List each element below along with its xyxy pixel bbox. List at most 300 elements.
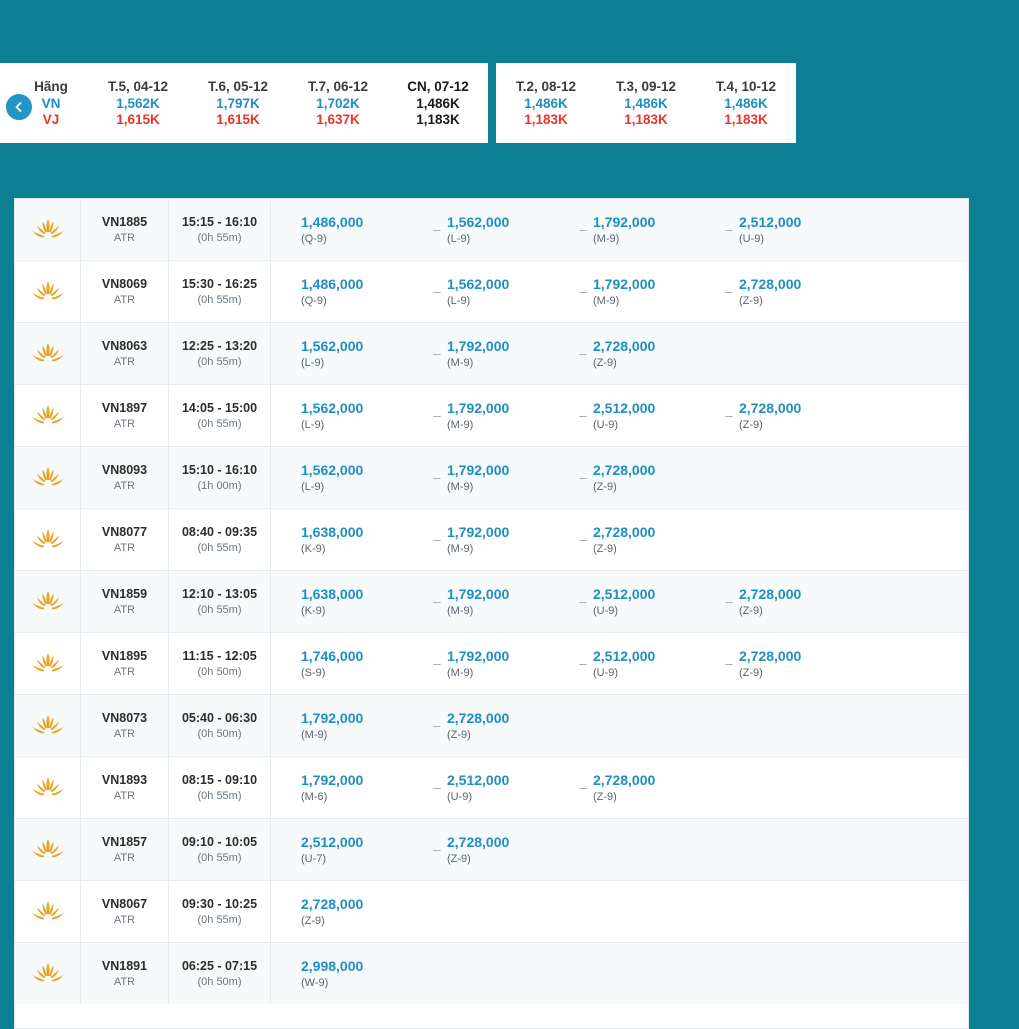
fare-list — [271, 695, 968, 756]
flight-code: VN1897 — [101, 401, 148, 415]
fare-price: 1,792,000 — [447, 586, 510, 602]
fare-list — [271, 509, 968, 570]
flight-duration: (0h 55m) — [197, 790, 242, 802]
fare-price: 1,486,000 — [301, 214, 364, 230]
fare-class: (U-9) — [593, 605, 619, 617]
flight-code: VN1895 — [101, 649, 148, 663]
fare-separator: – — [579, 222, 587, 237]
lotus-icon — [31, 961, 65, 987]
airline-code-vn: VN — [41, 96, 61, 111]
fare-class: (Z-9) — [739, 667, 763, 679]
date-group-right — [496, 63, 796, 143]
fare-option[interactable] — [301, 447, 427, 508]
fare-price: 2,728,000 — [739, 648, 802, 664]
fare-empty — [739, 881, 865, 942]
fare-separator-empty — [427, 943, 447, 1004]
fare-class: (U-9) — [593, 667, 619, 679]
date-option-2[interactable] — [288, 63, 388, 143]
fare-option[interactable] — [447, 633, 573, 694]
fare-class: (Z-9) — [301, 915, 325, 927]
fare-separator: – — [433, 284, 441, 299]
fare-separator-empty — [719, 509, 739, 570]
fare-empty — [593, 881, 719, 942]
fare-class: (U-7) — [301, 853, 327, 865]
flight-duration: (0h 50m) — [197, 976, 242, 988]
flight-number-cell — [81, 633, 169, 694]
vn-price: 1,486K — [416, 96, 460, 111]
flight-code: VN8067 — [101, 897, 148, 911]
fare-separator-empty — [719, 447, 739, 508]
fare-option[interactable] — [301, 757, 427, 818]
fare-price: 1,562,000 — [301, 400, 364, 416]
aircraft-type: ATR — [113, 542, 136, 554]
date-label: T.2, 08-12 — [515, 79, 577, 94]
airline-logo-cell — [15, 819, 81, 880]
flight-code: VN1893 — [101, 773, 148, 787]
flight-duration: (0h 55m) — [197, 418, 242, 430]
flight-results-table — [14, 198, 969, 1029]
fare-class: (M-9) — [447, 419, 474, 431]
fare-separator — [281, 881, 301, 942]
fare-option[interactable] — [593, 509, 719, 570]
flight-number-cell — [81, 695, 169, 756]
fare-separator: – — [579, 656, 587, 671]
chevron-left-icon — [13, 101, 25, 113]
fare-option[interactable] — [301, 633, 427, 694]
fare-class: (M-9) — [447, 357, 474, 369]
fare-class: (M-9) — [593, 295, 620, 307]
lotus-icon — [31, 217, 65, 243]
fare-separator-empty — [427, 881, 447, 942]
fare-separator: – — [725, 222, 733, 237]
fare-price: 2,728,000 — [593, 462, 656, 478]
fare-price: 2,728,000 — [593, 772, 656, 788]
lotus-icon — [31, 651, 65, 677]
fare-price: 2,512,000 — [593, 648, 656, 664]
fare-class: (M-9) — [447, 605, 474, 617]
fare-option[interactable] — [447, 323, 573, 384]
vn-price: 1,797K — [216, 96, 260, 111]
fare-price: 1,792,000 — [447, 462, 510, 478]
fare-price: 1,792,000 — [447, 648, 510, 664]
fare-separator-empty — [719, 757, 739, 818]
fare-class: (U-9) — [447, 791, 473, 803]
fare-option[interactable] — [593, 199, 719, 260]
table-row[interactable] — [15, 695, 968, 757]
aircraft-type: ATR — [113, 976, 136, 988]
date-option-0[interactable] — [88, 63, 188, 143]
table-row[interactable] — [15, 323, 968, 385]
lotus-icon — [31, 589, 65, 615]
fare-class: (M-9) — [301, 729, 328, 741]
fare-separator — [281, 199, 301, 260]
fare-price: 2,728,000 — [593, 524, 656, 540]
fare-empty — [447, 943, 573, 1004]
table-row[interactable] — [15, 819, 968, 881]
fare-option[interactable] — [447, 757, 573, 818]
fare-class: (M-9) — [447, 667, 474, 679]
flight-time-range: 15:10 - 16:10 — [181, 463, 258, 477]
flight-duration: (0h 55m) — [197, 232, 242, 244]
fare-option[interactable] — [593, 571, 719, 632]
table-row[interactable] — [15, 757, 968, 819]
fare-separator — [281, 571, 301, 632]
flight-number-cell — [81, 261, 169, 322]
fare-class: (Z-9) — [593, 543, 617, 555]
table-row[interactable] — [15, 509, 968, 571]
fare-price: 2,512,000 — [593, 586, 656, 602]
fare-empty — [739, 447, 865, 508]
date-label: T.5, 04-12 — [107, 79, 169, 94]
flight-time-cell — [169, 323, 271, 384]
fare-price: 1,792,000 — [301, 772, 364, 788]
fare-separator — [281, 385, 301, 446]
fare-separator-empty — [573, 695, 593, 756]
fare-separator: – — [433, 532, 441, 547]
vj-price: 1,637K — [316, 112, 360, 127]
fare-separator-empty — [573, 943, 593, 1004]
aircraft-type: ATR — [113, 852, 136, 864]
fare-price: 1,792,000 — [593, 214, 656, 230]
airline-logo-cell — [15, 633, 81, 694]
fare-option[interactable] — [447, 571, 573, 632]
flight-code: VN8069 — [101, 277, 148, 291]
fare-price: 2,512,000 — [739, 214, 802, 230]
fare-option[interactable] — [593, 261, 719, 322]
fare-price: 1,638,000 — [301, 524, 364, 540]
fare-separator: – — [725, 408, 733, 423]
fare-separator: – — [579, 594, 587, 609]
aircraft-type: ATR — [113, 604, 136, 616]
flight-time-cell — [169, 571, 271, 632]
airline-code-vj: VJ — [42, 112, 60, 127]
fare-class: (S-9) — [301, 667, 326, 679]
flight-number-cell — [81, 943, 169, 1004]
table-row[interactable] — [15, 385, 968, 447]
fare-option[interactable] — [301, 261, 427, 322]
fare-option[interactable] — [301, 695, 427, 756]
aircraft-type: ATR — [113, 728, 136, 740]
flight-time-cell — [169, 757, 271, 818]
flight-code: VN1859 — [101, 587, 148, 601]
lotus-icon — [31, 279, 65, 305]
fare-empty — [739, 323, 865, 384]
fare-price: 2,512,000 — [301, 834, 364, 850]
fare-class: (Z-9) — [739, 605, 763, 617]
fare-price: 2,512,000 — [447, 772, 510, 788]
fare-separator: – — [579, 408, 587, 423]
airline-header-label: Hãng — [34, 79, 68, 94]
aircraft-type: ATR — [113, 666, 136, 678]
fare-price: 1,562,000 — [447, 276, 510, 292]
fare-option[interactable] — [593, 633, 719, 694]
table-row[interactable] — [15, 881, 968, 943]
fare-price: 2,728,000 — [739, 586, 802, 602]
fare-class: (Z-9) — [447, 729, 471, 741]
aircraft-type: ATR — [113, 294, 136, 306]
fare-option[interactable] — [739, 261, 865, 322]
fare-class: (Z-9) — [739, 419, 763, 431]
fare-option[interactable] — [593, 447, 719, 508]
aircraft-type: ATR — [113, 356, 136, 368]
fare-separator: – — [579, 470, 587, 485]
vn-price: 1,562K — [116, 96, 160, 111]
fare-empty — [739, 509, 865, 570]
fare-separator-empty — [719, 881, 739, 942]
fare-separator — [281, 509, 301, 570]
fare-option[interactable] — [739, 385, 865, 446]
fare-list — [271, 819, 968, 880]
airline-logo-cell — [15, 695, 81, 756]
fare-class: (Z-9) — [447, 853, 471, 865]
flight-duration: (0h 55m) — [197, 604, 242, 616]
table-row[interactable] — [15, 447, 968, 509]
fare-list — [271, 757, 968, 818]
fare-separator — [281, 447, 301, 508]
fare-list — [271, 571, 968, 632]
date-label: T.7, 06-12 — [307, 79, 369, 94]
fare-option[interactable] — [447, 199, 573, 260]
vj-price: 1,183K — [624, 112, 668, 127]
vj-price: 1,183K — [524, 112, 568, 127]
flight-time-cell — [169, 881, 271, 942]
date-label: T.4, 10-12 — [715, 79, 777, 94]
lotus-icon — [31, 527, 65, 553]
fare-price: 2,998,000 — [301, 958, 364, 974]
flight-number-cell — [81, 385, 169, 446]
flight-code: VN1885 — [101, 215, 148, 229]
fare-separator-empty — [719, 323, 739, 384]
airline-logo-cell — [15, 943, 81, 1004]
fare-option[interactable] — [301, 819, 427, 880]
lotus-icon — [31, 341, 65, 367]
fare-price: 1,792,000 — [593, 276, 656, 292]
fare-option[interactable] — [301, 199, 427, 260]
vj-price: 1,183K — [416, 112, 460, 127]
fare-separator: – — [579, 532, 587, 547]
table-row[interactable] — [15, 199, 968, 261]
fare-separator: – — [579, 346, 587, 361]
fare-option[interactable] — [739, 571, 865, 632]
table-row[interactable] — [15, 943, 968, 1004]
fare-list — [271, 385, 968, 446]
fare-option[interactable] — [739, 633, 865, 694]
fare-option[interactable] — [447, 695, 573, 756]
fare-list — [271, 943, 968, 1004]
aircraft-type: ATR — [113, 232, 136, 244]
fare-option[interactable] — [301, 943, 427, 1004]
flight-time-range: 14:05 - 15:00 — [181, 401, 258, 415]
fare-option[interactable] — [301, 323, 427, 384]
fare-empty — [739, 695, 865, 756]
date-group-left — [0, 63, 488, 143]
fare-class: (Q-9) — [301, 233, 327, 245]
table-row[interactable] — [15, 261, 968, 323]
fare-option[interactable] — [593, 323, 719, 384]
flight-code: VN1891 — [101, 959, 148, 973]
flight-duration: (1h 00m) — [197, 480, 242, 492]
fare-option[interactable] — [593, 757, 719, 818]
fare-option[interactable] — [447, 261, 573, 322]
flight-duration: (0h 55m) — [197, 356, 242, 368]
fare-separator — [281, 695, 301, 756]
fare-separator: – — [433, 408, 441, 423]
flight-duration: (0h 55m) — [197, 914, 242, 926]
flight-time-cell — [169, 943, 271, 1004]
fare-class: (M-6) — [301, 791, 328, 803]
flight-time-cell — [169, 819, 271, 880]
fare-option[interactable] — [301, 881, 427, 942]
airline-logo-cell — [15, 261, 81, 322]
date-option-6[interactable] — [696, 63, 796, 143]
vj-price: 1,615K — [216, 112, 260, 127]
vj-price: 1,615K — [116, 112, 160, 127]
fare-class: (K-9) — [301, 605, 326, 617]
flight-time-range: 11:15 - 12:05 — [182, 649, 257, 663]
flight-time-range: 05:40 - 06:30 — [181, 711, 258, 725]
fare-separator-empty — [719, 819, 739, 880]
aircraft-type: ATR — [113, 914, 136, 926]
flight-duration: (0h 55m) — [197, 294, 242, 306]
fare-class: (U-9) — [739, 233, 765, 245]
fare-price: 2,728,000 — [593, 338, 656, 354]
fare-class: (L-9) — [447, 233, 471, 245]
flight-time-cell — [169, 447, 271, 508]
lotus-icon — [31, 775, 65, 801]
flight-time-cell — [169, 261, 271, 322]
fare-separator: – — [579, 284, 587, 299]
flight-duration: (0h 50m) — [197, 666, 242, 678]
lotus-icon — [31, 465, 65, 491]
fare-separator — [281, 943, 301, 1004]
fare-class: (U-9) — [593, 419, 619, 431]
flight-time-range: 15:30 - 16:25 — [181, 277, 258, 291]
flight-time-range: 12:25 - 13:20 — [181, 339, 258, 353]
fare-option[interactable] — [447, 385, 573, 446]
fare-option[interactable] — [301, 509, 427, 570]
fare-separator: – — [433, 780, 441, 795]
fare-option[interactable] — [447, 509, 573, 570]
flight-duration: (0h 55m) — [197, 542, 242, 554]
date-label: T.6, 05-12 — [207, 79, 269, 94]
fare-price: 1,792,000 — [447, 524, 510, 540]
fare-separator: – — [433, 470, 441, 485]
fare-price: 2,728,000 — [739, 276, 802, 292]
fare-class: (Z-9) — [593, 357, 617, 369]
flight-number-cell — [81, 447, 169, 508]
fare-empty — [593, 943, 719, 1004]
flight-code: VN8077 — [101, 525, 148, 539]
fare-option[interactable] — [739, 199, 865, 260]
fare-class: (L-9) — [301, 357, 325, 369]
fare-option[interactable] — [593, 385, 719, 446]
airline-logo-cell — [15, 199, 81, 260]
flight-time-range: 12:10 - 13:05 — [181, 587, 258, 601]
fare-price: 2,728,000 — [447, 710, 510, 726]
aircraft-type: ATR — [113, 790, 136, 802]
flight-code: VN8073 — [101, 711, 148, 725]
flight-code: VN1857 — [101, 835, 148, 849]
fare-empty — [739, 819, 865, 880]
fare-class: (L-9) — [301, 481, 325, 493]
fare-class: (W-9) — [301, 977, 329, 989]
airline-logo-cell — [15, 881, 81, 942]
fare-price: 1,638,000 — [301, 586, 364, 602]
airline-logo-cell — [15, 757, 81, 818]
table-row[interactable] — [15, 571, 968, 633]
fare-price: 1,562,000 — [301, 338, 364, 354]
fare-price: 2,728,000 — [447, 834, 510, 850]
fare-separator — [281, 261, 301, 322]
fare-separator: – — [725, 284, 733, 299]
aircraft-type: ATR — [113, 418, 136, 430]
fare-option[interactable] — [301, 571, 427, 632]
fare-separator: – — [433, 222, 441, 237]
fare-price: 1,562,000 — [301, 462, 364, 478]
flight-number-cell — [81, 571, 169, 632]
fare-empty — [739, 757, 865, 818]
fare-price: 2,512,000 — [593, 400, 656, 416]
fare-separator: – — [725, 656, 733, 671]
fare-separator: – — [433, 346, 441, 361]
fare-separator-empty — [573, 819, 593, 880]
date-price-strip — [0, 63, 971, 143]
vn-price: 1,486K — [524, 96, 568, 111]
fare-list — [271, 323, 968, 384]
fare-class: (L-9) — [301, 419, 325, 431]
prev-dates-button[interactable] — [4, 92, 34, 122]
airline-logo-cell — [15, 447, 81, 508]
fare-empty — [593, 819, 719, 880]
lotus-icon — [31, 713, 65, 739]
table-row[interactable] — [15, 633, 968, 695]
fare-class: (Z-9) — [593, 791, 617, 803]
fare-separator: – — [725, 594, 733, 609]
vn-price: 1,702K — [316, 96, 360, 111]
fare-option[interactable] — [301, 385, 427, 446]
flight-code: VN8063 — [101, 339, 148, 353]
vn-price: 1,486K — [624, 96, 668, 111]
date-option-3[interactable] — [388, 63, 488, 143]
flight-number-cell — [81, 881, 169, 942]
fare-separator — [281, 633, 301, 694]
flight-code: VN8093 — [101, 463, 148, 477]
date-option-4[interactable] — [496, 63, 596, 143]
flight-time-cell — [169, 633, 271, 694]
airline-logo-cell — [15, 571, 81, 632]
flight-number-cell — [81, 757, 169, 818]
fare-separator: – — [433, 842, 441, 857]
fare-option[interactable] — [447, 819, 573, 880]
date-option-1[interactable] — [188, 63, 288, 143]
date-option-5[interactable] — [596, 63, 696, 143]
fare-empty — [739, 943, 865, 1004]
fare-separator: – — [433, 656, 441, 671]
flight-time-range: 08:40 - 09:35 — [181, 525, 258, 539]
fare-empty — [447, 881, 573, 942]
flight-time-cell — [169, 385, 271, 446]
fare-separator-empty — [719, 943, 739, 1004]
fare-option[interactable] — [447, 447, 573, 508]
flight-time-cell — [169, 199, 271, 260]
fare-class: (Z-9) — [593, 481, 617, 493]
lotus-icon — [31, 403, 65, 429]
fare-separator: – — [433, 594, 441, 609]
lotus-icon — [31, 899, 65, 925]
flight-time-range: 06:25 - 07:15 — [181, 959, 258, 973]
table-footer — [15, 1004, 968, 1028]
fare-class: (K-9) — [301, 543, 326, 555]
